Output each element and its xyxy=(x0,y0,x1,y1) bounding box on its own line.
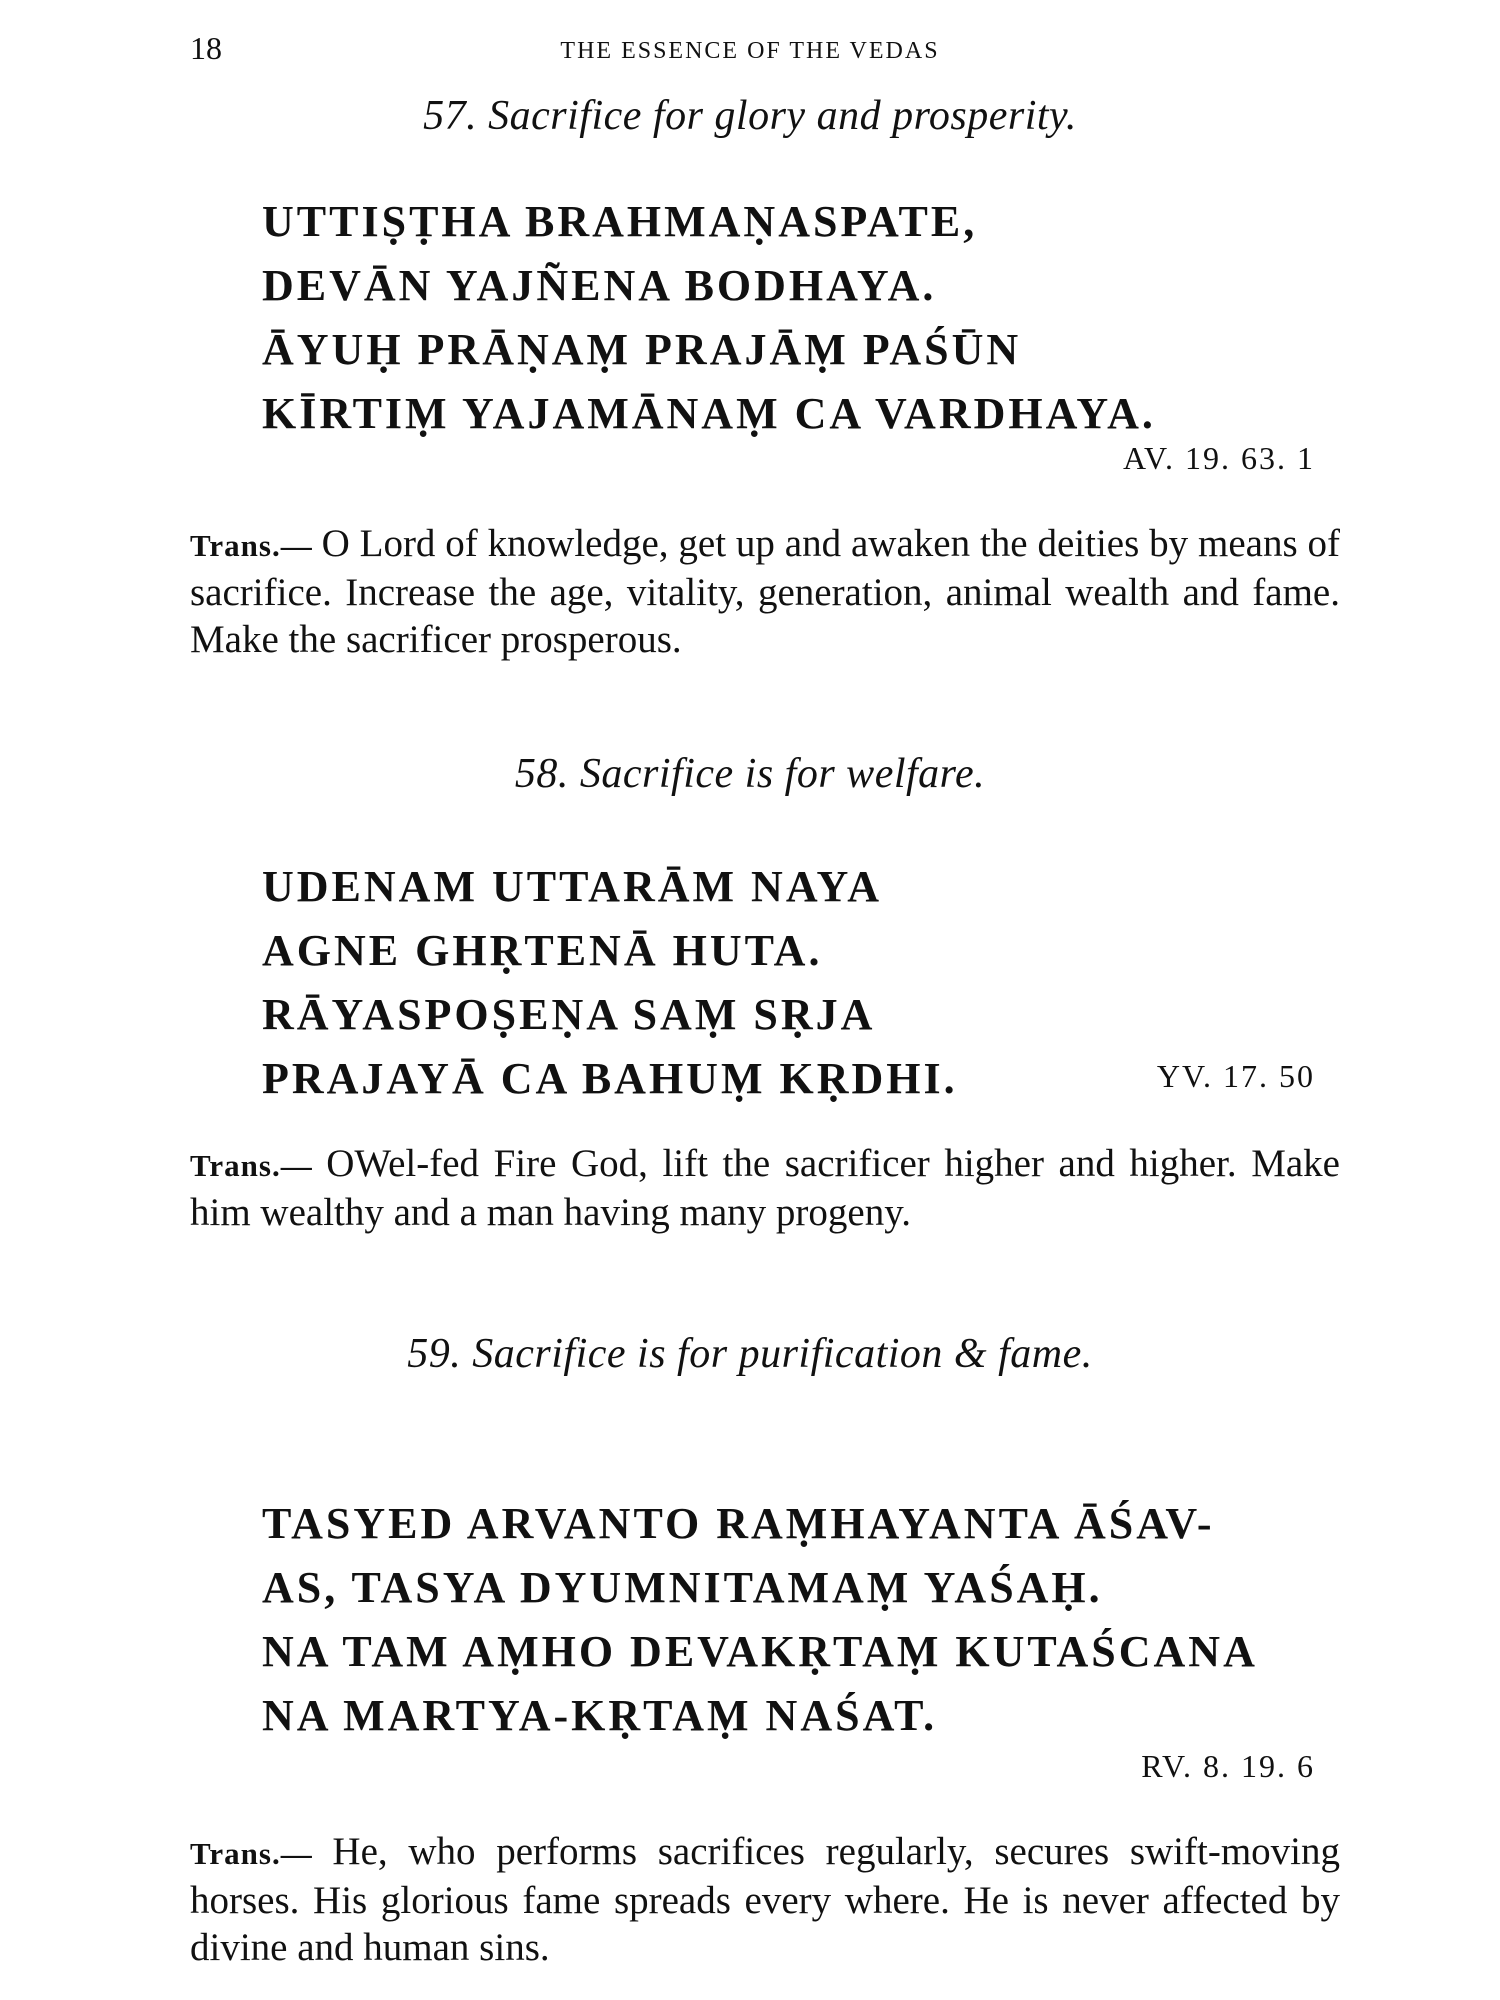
running-title: THE ESSENCE OF THE VEDAS xyxy=(560,38,940,64)
translation-text: O Lord of knowledge, get up and awaken the deities by means of sacrifice. Increase the age, vitality, generation, animal wealth and fame. Make the sacrificer prosperous. xyxy=(190,522,1341,661)
mantra-line: TASYED ARVANTO RAṂHAYANTA ĀŚAV- xyxy=(262,1499,1215,1548)
translation xyxy=(190,1828,1340,1971)
verse-reference: AV. 19. 63. 1 xyxy=(1123,440,1315,476)
translation xyxy=(190,520,1340,663)
section-heading: 58. Sacrifice is for welfare. xyxy=(514,751,986,797)
section-heading: 57. Sacrifice for glory and prosperity. xyxy=(423,93,1077,139)
mantra-verse xyxy=(262,855,958,1111)
translation-text: He, who performs sacrifices regularly, secures swift-moving horses. His glorious fame spreads every where. He is never affected by divine and human sins. xyxy=(190,1830,1340,1969)
mantra-line: PRAJAYĀ CA BAHUṂ KṚDHI. xyxy=(262,1054,958,1103)
translation-text: OWel-fed Fire God, lift the sacrificer higher and higher. Make him wealthy and a man having many progeny. xyxy=(190,1142,1340,1234)
mantra-verse xyxy=(262,190,1156,446)
mantra-line: RĀYASPOṢEṆA SAṂ SṚJA xyxy=(262,990,876,1039)
mantra-line: AS, TASYA DYUMNITAMAṂ YAŚAḤ. xyxy=(262,1563,1103,1612)
section-heading: 59. Sacrifice is for purification & fame. xyxy=(407,1331,1093,1377)
mantra-line: UDENAM UTTARĀM NAYA xyxy=(262,862,883,911)
verse-reference: YV. 17. 50 xyxy=(1156,1058,1315,1094)
translation-label: Trans.— xyxy=(190,1836,333,1871)
mantra-line: UTTIṢṬHA BRAHMAṆASPATE, xyxy=(262,197,978,246)
mantra-line: DEVĀN YAJÑENA BODHAYA. xyxy=(262,261,937,310)
mantra-line: NA TAM AṂHO DEVAKṚTAṂ KUTAŚCANA xyxy=(262,1627,1258,1676)
mantra-line: NA MARTYA-KṚTAṂ NAŚAT. xyxy=(262,1691,938,1740)
mantra-line: ĀYUḤ PRĀṆAṂ PRAJĀṂ PAŚŪN xyxy=(262,325,1022,374)
verse-reference: RV. 8. 19. 6 xyxy=(1141,1748,1315,1784)
mantra-line: KĪRTIṂ YAJAMĀNAṂ CA VARDHAYA. xyxy=(262,389,1156,438)
mantra-verse xyxy=(262,1492,1258,1748)
mantra-line: AGNE GHṚTENĀ HUTA. xyxy=(262,926,823,975)
translation-label: Trans.— xyxy=(190,1148,327,1183)
page-number: 18 xyxy=(190,30,222,66)
translation xyxy=(190,1140,1340,1236)
translation-label: Trans.— xyxy=(190,528,322,563)
